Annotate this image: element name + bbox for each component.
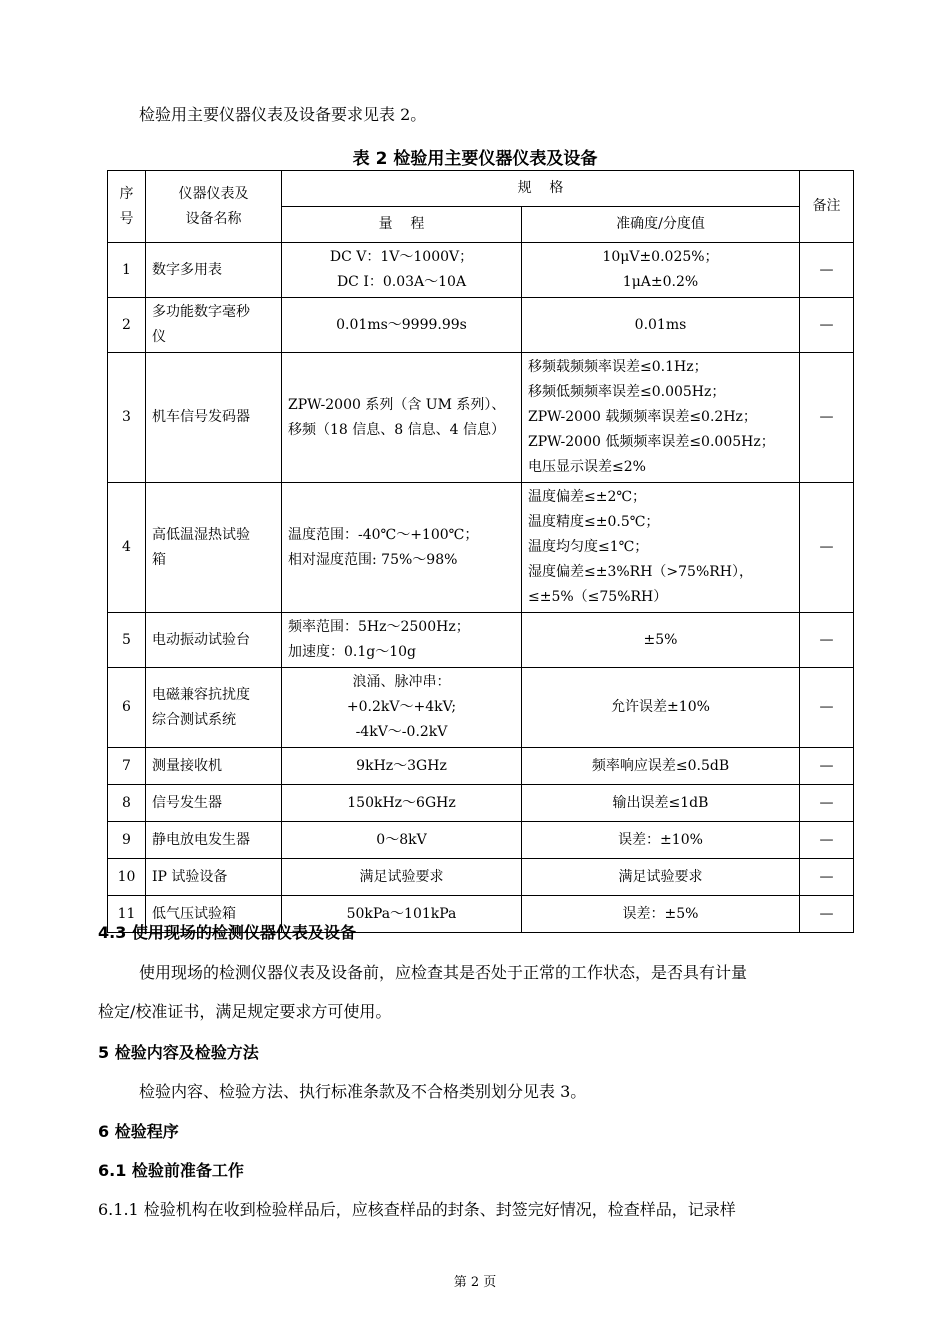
cell-name: 信号发生器 — [146, 785, 282, 822]
cell-range: 频率范围：5Hz～2500Hz； 加速度：0.1g～10g — [282, 613, 522, 668]
cell-name: 电磁兼容抗扰度 综合测试系统 — [146, 668, 282, 748]
cell-note: — — [800, 243, 854, 298]
cell-name: 高低温湿热试验 箱 — [146, 483, 282, 613]
cell-name: 电动振动试验台 — [146, 613, 282, 668]
table-row — [108, 859, 854, 896]
table-caption: 表 2 检验用主要仪器仪表及设备 — [352, 149, 598, 169]
header-range: 量 程 — [282, 207, 522, 243]
table-row — [108, 243, 854, 298]
cell-name: 低气压试验箱 — [146, 896, 282, 933]
cell-note: — — [800, 668, 854, 748]
cell-range: 0～8kV — [282, 822, 522, 859]
header-note: 备注 — [800, 171, 854, 243]
section-5-heading: 5 检验内容及检验方法 — [98, 1043, 259, 1062]
cell-accuracy: 0.01ms — [522, 298, 800, 353]
cell-note: — — [800, 785, 854, 822]
cell-accuracy: ±5% — [522, 613, 800, 668]
cell-range: 温度范围：-40℃～+100℃； 相对湿度范围: 75%～98% — [282, 483, 522, 613]
cell-note: — — [800, 483, 854, 613]
cell-accuracy: 10μV±0.025%； 1μA±0.2% — [522, 243, 800, 298]
cell-name: IP 试验设备 — [146, 859, 282, 896]
section-6-1-heading: 6.1 检验前准备工作 — [98, 1161, 244, 1180]
section-4-3-heading: 4.3 使用现场的检测仪器仪表及设备 — [98, 923, 356, 942]
cell-note: — — [800, 822, 854, 859]
cell-seq: 4 — [108, 483, 146, 613]
cell-accuracy: 输出误差≤1dB — [522, 785, 800, 822]
table-row — [108, 613, 854, 668]
page-number: 第 2 页 — [453, 1275, 497, 1290]
cell-range: 0.01ms～9999.99s — [282, 298, 522, 353]
cell-range: DC V：1V～1000V； DC I：0.03A～10A — [282, 243, 522, 298]
cell-note: — — [800, 748, 854, 785]
cell-name: 机车信号发码器 — [146, 353, 282, 483]
cell-seq: 8 — [108, 785, 146, 822]
cell-name: 数字多用表 — [146, 243, 282, 298]
header-spec: 规 格 — [282, 171, 800, 207]
cell-seq: 9 — [108, 822, 146, 859]
cell-name: 测量接收机 — [146, 748, 282, 785]
section-6-1-1-text: 6.1.1 检验机构在收到检验样品后，应核查样品的封条、封签完好情况，检查样品，记录样 — [98, 1200, 736, 1219]
cell-accuracy: 允许误差±10% — [522, 668, 800, 748]
cell-accuracy: 满足试验要求 — [522, 859, 800, 896]
cell-seq: 11 — [108, 896, 146, 933]
cell-range: 150kHz～6GHz — [282, 785, 522, 822]
cell-range: ZPW-2000 系列（含 UM 系列）、 移频（18 信息、8 信息、4 信息） — [282, 353, 522, 483]
table-row — [108, 353, 854, 483]
cell-note: — — [800, 896, 854, 933]
section-4-3-para-line2: 检定/校准证书，满足规定要求方可使用。 — [98, 1002, 392, 1021]
cell-name: 多功能数字毫秒 仪 — [146, 298, 282, 353]
cell-seq: 2 — [108, 298, 146, 353]
cell-seq: 10 — [108, 859, 146, 896]
cell-accuracy: 误差：±10% — [522, 822, 800, 859]
cell-accuracy: 温度偏差≤±2℃； 温度精度≤±0.5℃； 温度均匀度≤1℃； 湿度偏差≤±3%RH（>75%RH）， ≤±5%（≤75%RH） — [522, 483, 800, 613]
cell-accuracy: 频率响应误差≤0.5dB — [522, 748, 800, 785]
table-row — [108, 822, 854, 859]
cell-seq: 6 — [108, 668, 146, 748]
table-row — [108, 748, 854, 785]
table-row — [108, 483, 854, 613]
cell-seq: 1 — [108, 243, 146, 298]
cell-range: 满足试验要求 — [282, 859, 522, 896]
header-accuracy: 准确度/分度值 — [522, 207, 800, 243]
cell-range: 50kPa～101kPa — [282, 896, 522, 933]
table-row — [108, 785, 854, 822]
cell-note: — — [800, 613, 854, 668]
table-row — [108, 668, 854, 748]
cell-seq: 7 — [108, 748, 146, 785]
table-row — [108, 298, 854, 353]
cell-note: — — [800, 859, 854, 896]
cell-accuracy: 移频载频频率误差≤0.1Hz； 移频低频频率误差≤0.005Hz； ZPW-2000 载频频率误差≤0.2Hz； ZPW-2000 低频频率误差≤0.005Hz； 电压显示误差≤2% — [522, 353, 800, 483]
cell-name: 静电放电发生器 — [146, 822, 282, 859]
section-6-heading: 6 检验程序 — [98, 1122, 179, 1141]
cell-seq: 3 — [108, 353, 146, 483]
header-name: 仪器仪表及 设备名称 — [146, 171, 282, 243]
header-seq: 序 号 — [108, 171, 146, 243]
cell-range: 9kHz～3GHz — [282, 748, 522, 785]
cell-note: — — [800, 298, 854, 353]
cell-accuracy: 误差：±5% — [522, 896, 800, 933]
section-4-3-para-line1: 使用现场的检测仪器仪表及设备前，应检查其是否处于正常的工作状态，是否具有计量 — [139, 963, 748, 982]
intro-paragraph: 检验用主要仪器仪表及设备要求见表 2。 — [139, 105, 427, 124]
equipment-table — [107, 170, 854, 933]
cell-seq: 5 — [108, 613, 146, 668]
cell-range: 浪涌、脉冲串： +0.2kV～+4kV; -4kV～-0.2kV — [282, 668, 522, 748]
cell-note: — — [800, 353, 854, 483]
section-5-para: 检验内容、检验方法、执行标准条款及不合格类别划分见表 3。 — [139, 1082, 587, 1101]
